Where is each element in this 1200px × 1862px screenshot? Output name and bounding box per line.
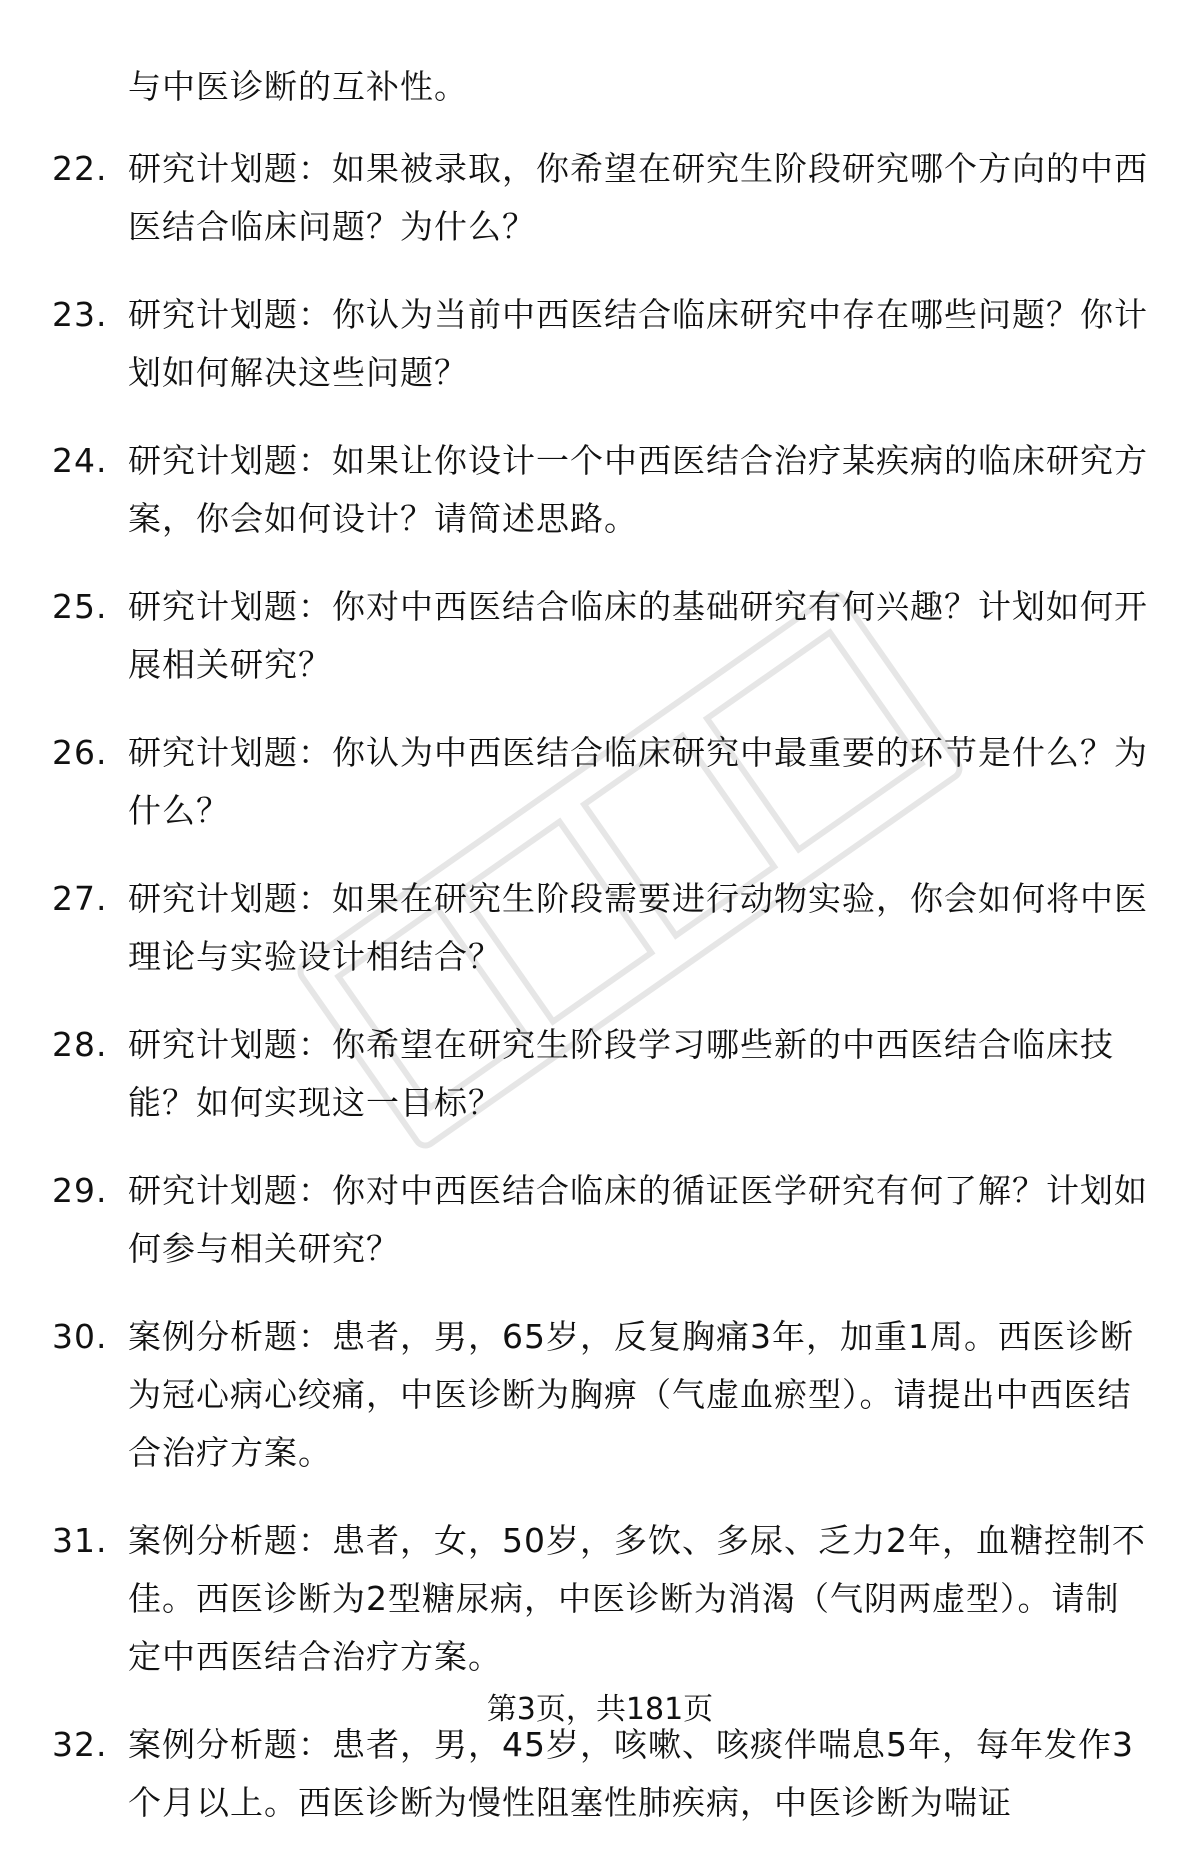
question-text: 研究计划题：你认为当前中西医结合临床研究中存在哪些问题？你计划如何解决这些问题？: [128, 295, 1148, 392]
question-number: 23.: [52, 295, 108, 334]
question-text: 案例分析题：患者，女，50岁，多饮、多尿、乏力2年，血糖控制不佳。西医诊断为2型糖尿病，中医诊断为消渴（气阴两虚型）。请制定中西医结合治疗方案。: [128, 1521, 1146, 1676]
question-text: 研究计划题：你希望在研究生阶段学习哪些新的中西医结合临床技能？如何实现这一目标？: [128, 1025, 1114, 1122]
question-text: 研究计划题：如果在研究生阶段需要进行动物实验，你会如何将中医理论与实验设计相结合？: [128, 879, 1148, 976]
question-text: 研究计划题：你认为中西医结合临床研究中最重要的环节是什么？为什么？: [128, 733, 1148, 830]
question-item: [0, 1308, 1200, 1482]
question-text: 研究计划题：你对中西医结合临床的循证医学研究有何了解？计划如何参与相关研究？: [128, 1171, 1148, 1268]
question-item: [0, 1716, 1200, 1832]
question-number: 32.: [52, 1725, 108, 1764]
question-item: [0, 286, 1200, 402]
question-number: 28.: [52, 1025, 108, 1064]
question-number: 31.: [52, 1521, 108, 1560]
question-item: [0, 1016, 1200, 1132]
question-item: [0, 432, 1200, 548]
question-text: 研究计划题：你对中西医结合临床的基础研究有何兴趣？计划如何开展相关研究？: [128, 587, 1148, 684]
question-number: 24.: [52, 441, 108, 480]
question-number: 30.: [52, 1317, 108, 1356]
question-text: 案例分析题：患者，男，65岁，反复胸痛3年，加重1周。西医诊断为冠心病心绞痛，中医诊断为胸痹（气虚血瘀型）。请提出中西医结合治疗方案。: [128, 1317, 1134, 1472]
question-number: 29.: [52, 1171, 108, 1210]
question-item: [0, 724, 1200, 840]
question-number: 25.: [52, 587, 108, 626]
question-item: [0, 1162, 1200, 1278]
question-item: [0, 870, 1200, 986]
page-footer: 第3页，共181页: [486, 1692, 714, 1727]
question-list: [0, 140, 1200, 1862]
question-item: [0, 140, 1200, 256]
question-text: 案例分析题：患者，男，45岁，咳嗽、咳痰伴喘息5年，每年发作3个月以上。西医诊断为慢性阻塞性肺疾病，中医诊断为喘证: [128, 1725, 1134, 1822]
question-item: [0, 1512, 1200, 1686]
continuation-text: 与中医诊断的互补性。: [128, 67, 468, 106]
question-number: 27.: [52, 879, 108, 918]
question-item: [0, 578, 1200, 694]
question-number: 22.: [52, 149, 108, 188]
question-number: 26.: [52, 733, 108, 772]
question-text: 研究计划题：如果让你设计一个中西医结合治疗某疾病的临床研究方案，你会如何设计？请简述思路。: [128, 441, 1148, 538]
question-text: 研究计划题：如果被录取，你希望在研究生阶段研究哪个方向的中西医结合临床问题？为什么？: [128, 149, 1148, 246]
